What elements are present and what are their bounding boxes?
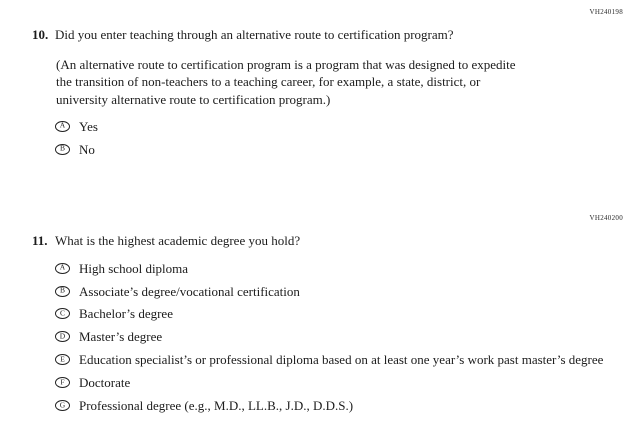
answer-label: Master’s degree: [79, 329, 163, 345]
question-body: [55, 27, 625, 164]
question-block-11: [32, 214, 625, 420]
answer-label: Doctorate: [79, 374, 131, 390]
answer-label: Professional degree (e.g., M.D., LL.B., J.D., D.D.S.): [79, 397, 354, 413]
answer-label: Bachelor’s degree: [79, 306, 173, 322]
question-note: (An alternative route to certification program is a program that was designed to expedite the transition of non-teachers to a teaching career, for example, a state, district, or university alternative route to certification program.): [56, 57, 516, 107]
bubble-letter: A: [59, 262, 66, 272]
answer-options: [55, 119, 625, 158]
bubble-letter: B: [59, 285, 65, 295]
answer-option-yes[interactable]: [55, 119, 625, 135]
answer-label: Associate’s degree/vocational certification: [79, 283, 300, 299]
question-number: 10.: [32, 27, 49, 42]
answer-bubble[interactable]: [55, 377, 70, 388]
question-code: VH240200: [589, 214, 623, 223]
question-block-10: [32, 8, 625, 164]
bubble-letter: D: [59, 331, 66, 341]
answer-option-education-specialist[interactable]: [55, 352, 625, 368]
answer-options: [55, 261, 625, 414]
answer-option-bachelors[interactable]: [55, 306, 625, 322]
answer-bubble[interactable]: [55, 354, 70, 365]
answer-option-doctorate[interactable]: [55, 375, 625, 391]
question-row: [32, 233, 625, 420]
bubble-letter: G: [59, 400, 66, 410]
answer-bubble[interactable]: [55, 308, 70, 319]
answer-option-professional-degree[interactable]: [55, 398, 625, 414]
bubble-letter: C: [59, 308, 65, 318]
answer-label: Yes: [79, 118, 98, 134]
question-text: Did you enter teaching through an alternative route to certification program?: [55, 27, 454, 42]
answer-bubble[interactable]: [55, 400, 70, 411]
question-row: [32, 27, 625, 164]
answer-option-no[interactable]: [55, 142, 625, 158]
answer-label: High school diploma: [79, 260, 189, 276]
answer-option-masters[interactable]: [55, 329, 625, 345]
answer-bubble[interactable]: [55, 331, 70, 342]
question-body: [55, 233, 625, 420]
bubble-letter: E: [60, 354, 65, 364]
answer-bubble[interactable]: [55, 121, 70, 132]
question-text: What is the highest academic degree you hold?: [55, 233, 301, 249]
answer-option-associates[interactable]: [55, 284, 625, 300]
answer-label: Education specialist’s or professional diploma based on at least one year’s work past master’s degree: [79, 352, 604, 368]
answer-bubble[interactable]: [55, 263, 70, 274]
question-number: 11.: [32, 233, 48, 249]
question-code: VH240198: [589, 8, 623, 16]
bubble-letter: A: [59, 120, 66, 130]
answer-bubble[interactable]: [55, 144, 70, 155]
bubble-letter: B: [59, 143, 65, 153]
answer-bubble[interactable]: [55, 286, 70, 297]
answer-option-high-school[interactable]: [55, 261, 625, 277]
answer-label: No: [79, 141, 95, 157]
bubble-letter: F: [60, 377, 65, 387]
